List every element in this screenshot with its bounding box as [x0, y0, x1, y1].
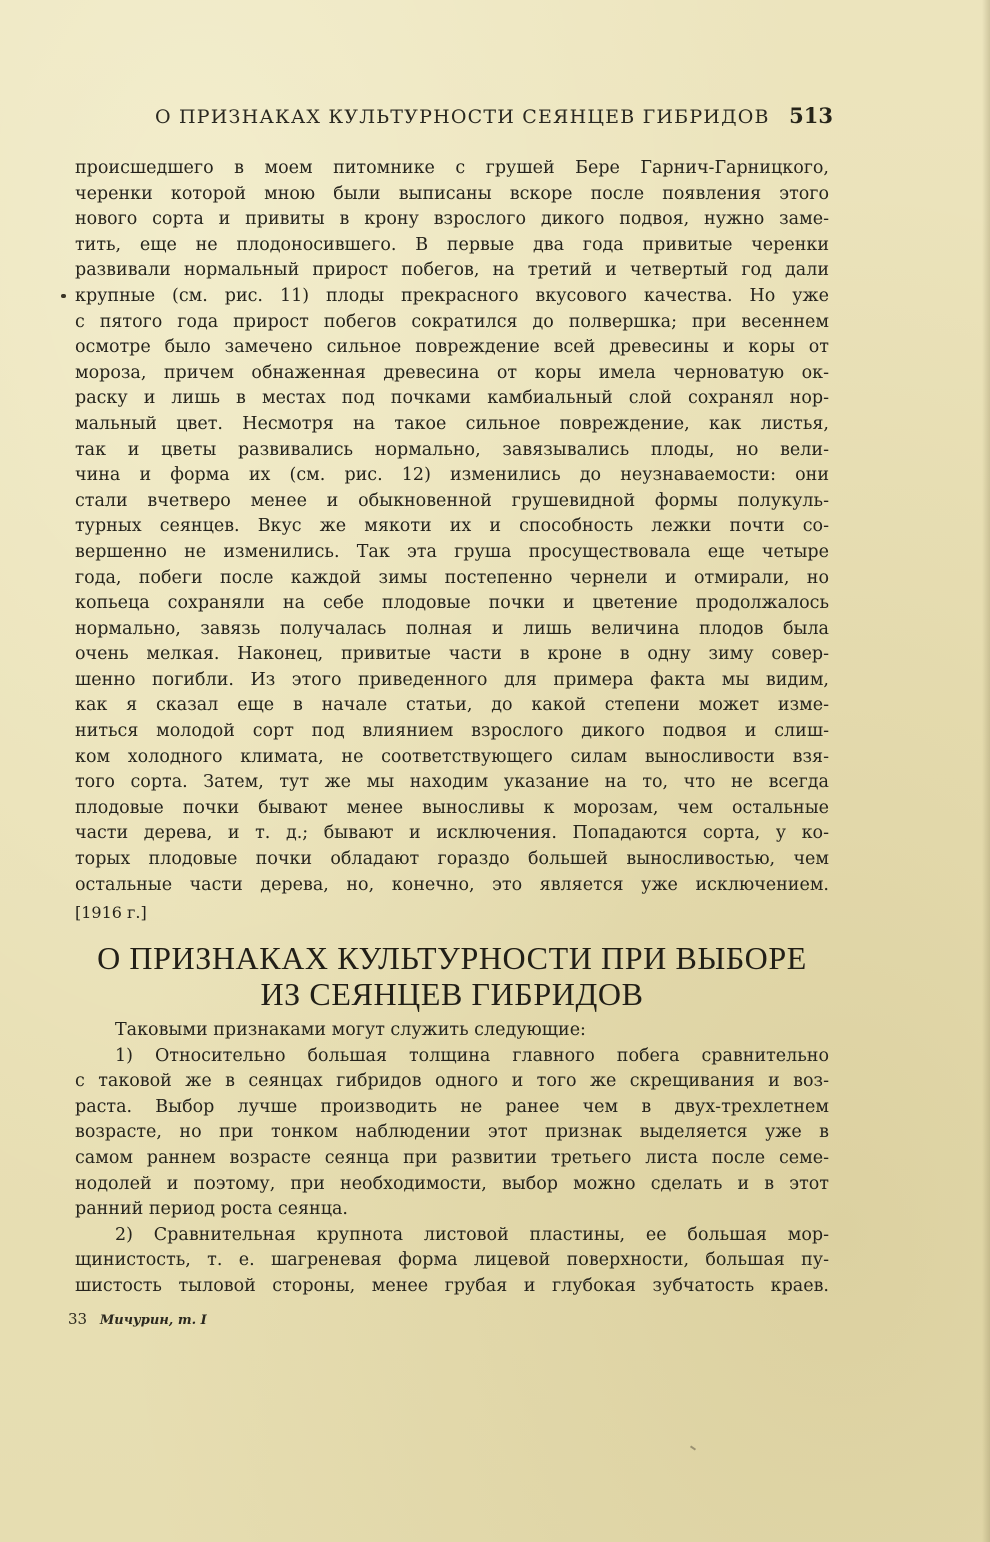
text-line: с таковой же в сеянцах гибридов одного и того же скрещивания и воз- — [75, 1071, 829, 1092]
section-heading-line-2: ИЗ СЕЯНЦЕВ ГИБРИДОВ — [260, 976, 644, 1012]
page-number: 513 — [789, 103, 833, 128]
continued-article-text — [75, 156, 829, 898]
text-line: ранний период роста сеянца. — [75, 1199, 348, 1220]
text-line: турных сеянцев. Вкус же мякоти их и способность лежки почти со- — [75, 516, 829, 537]
text-line: ком холодного климата, не соответствующего силам выносливости взя- — [75, 746, 829, 767]
text-line: остальные части дерева, но, конечно, это является уже исключением. — [75, 874, 829, 895]
text-line: вершенно не изменились. Так эта груша просуществовала еще четыре — [75, 541, 829, 562]
text-line: нодолей и поэтому, при необходимости, выбор можно сделать и в этот — [75, 1173, 829, 1194]
text-line: происшедшего в моем питомнике с грушей Бере Гарнич-Гарницкого, — [75, 158, 829, 178]
text-line: плодовые почки бывают менее выносливы к морозам, чем остальные — [75, 797, 829, 818]
text-line: черенки которой мною были выписаны вскоре после появления этого — [75, 183, 829, 204]
text-line: нового сорта и привиты в крону взрослого дикого подвоя, нужно заме- — [75, 209, 829, 230]
text-line: торых плодовые почки обладают гораздо большей выносливостью, чем — [75, 849, 829, 870]
text-line: года, побеги после каждой зимы постепенно чернели и отмирали, но — [75, 567, 829, 588]
text-line: как я сказал еще в начале статьи, до какой степени может изме- — [75, 695, 829, 716]
text-line: развивали нормальный прирост побегов, на третий и четвертый год дали — [75, 260, 829, 281]
text-line: 2) Сравнительная крупнота листовой пластины, ее большая мор- — [115, 1224, 829, 1245]
text-line: тить, еще не плодоносившего. В первые два года привитые черенки — [75, 234, 829, 255]
text-line: с пятого года прирост побегов сократился до полвершка; при весеннем — [75, 311, 829, 332]
text-line: 1) Относительно большая толщина главного побега сравнительно — [115, 1045, 829, 1066]
text-line: того сорта. Затем, тут же мы находим указание на то, что не всегда — [75, 772, 829, 793]
intro-line: Таковыми признаками могут служить следующие: — [115, 1020, 586, 1040]
text-line: мальный цвет. Несмотря на такое сильное повреждение, как листья, — [75, 413, 829, 434]
text-line: раску и лишь в местах под почками камбиальный слой сохранял нор- — [75, 388, 829, 409]
text-line: мороза, причем обнаженная древесина от коры имела черноватую ок- — [75, 362, 829, 383]
text-line: шенно погибли. Из этого приведенного для примера факта мы видим, — [75, 669, 829, 690]
text-line: осмотре было замечено сильное повреждение всей древесины и коры от — [75, 337, 829, 358]
signature-number: 33 — [68, 1310, 88, 1328]
article-date: [1916 г.] — [75, 903, 147, 922]
text-line: самом раннем возрасте сеянца при развитии третьего листа после семе- — [75, 1147, 829, 1168]
text-line: возрасте, но при тонком наблюдении этот признак выделяется уже в — [75, 1122, 829, 1143]
text-line: шистость тыловой стороны, менее грубая и глубокая зубчатость краев. — [75, 1275, 829, 1296]
text-line: чина и форма их (см. рис. 12) изменились до неузнаваемости: они — [75, 465, 829, 486]
text-line: так и цветы развивались нормально, завязывались плоды, но вели- — [75, 439, 829, 460]
text-line: ниться молодой сорт под влиянием взрослого дикого подвоя и слиш- — [75, 721, 829, 742]
signature-footer — [68, 1309, 207, 1331]
running-header — [155, 103, 835, 136]
section-heading-line-1: О ПРИЗНАКАХ КУЛЬТУРНОСТИ ПРИ ВЫБОРЕ — [97, 940, 807, 976]
text-line: нормально, завязь получалась полная и лишь величина плодов была — [75, 618, 829, 639]
text-line: крупные (см. рис. 11) плоды прекрасного вкусового качества. Но уже — [75, 285, 829, 306]
page-edge-shadow — [982, 0, 990, 1542]
text-line: стали вчетверо менее и обыкновенной грушевидной формы полукуль- — [75, 490, 829, 511]
text-line: части дерева, и т. д.; бывают и исключения. Попадаются сорта, у ко- — [75, 823, 829, 844]
running-header-title: О ПРИЗНАКАХ КУЛЬТУРНОСТИ СЕЯНЦЕВ ГИБРИДОВ — [155, 106, 770, 128]
text-line: раста. Выбор лучше производить не ранее чем в двух-трехлетнем — [75, 1096, 829, 1117]
text-line: копьеца сохраняли на себе плодовые почки и цветение продолжалось — [75, 593, 829, 614]
paper-speck — [690, 1445, 696, 1450]
text-line: щинистость, т. е. шагреневая форма лицевой поверхности, большая пу- — [75, 1250, 829, 1271]
section-body-text — [75, 1018, 829, 1300]
section-heading — [75, 940, 829, 1012]
text-line: очень мелкая. Наконец, привитые части в кроне в одну зиму совер- — [75, 644, 829, 665]
signature-book-title: Мичурин, т. I — [99, 1313, 207, 1328]
margin-mark — [61, 294, 66, 298]
